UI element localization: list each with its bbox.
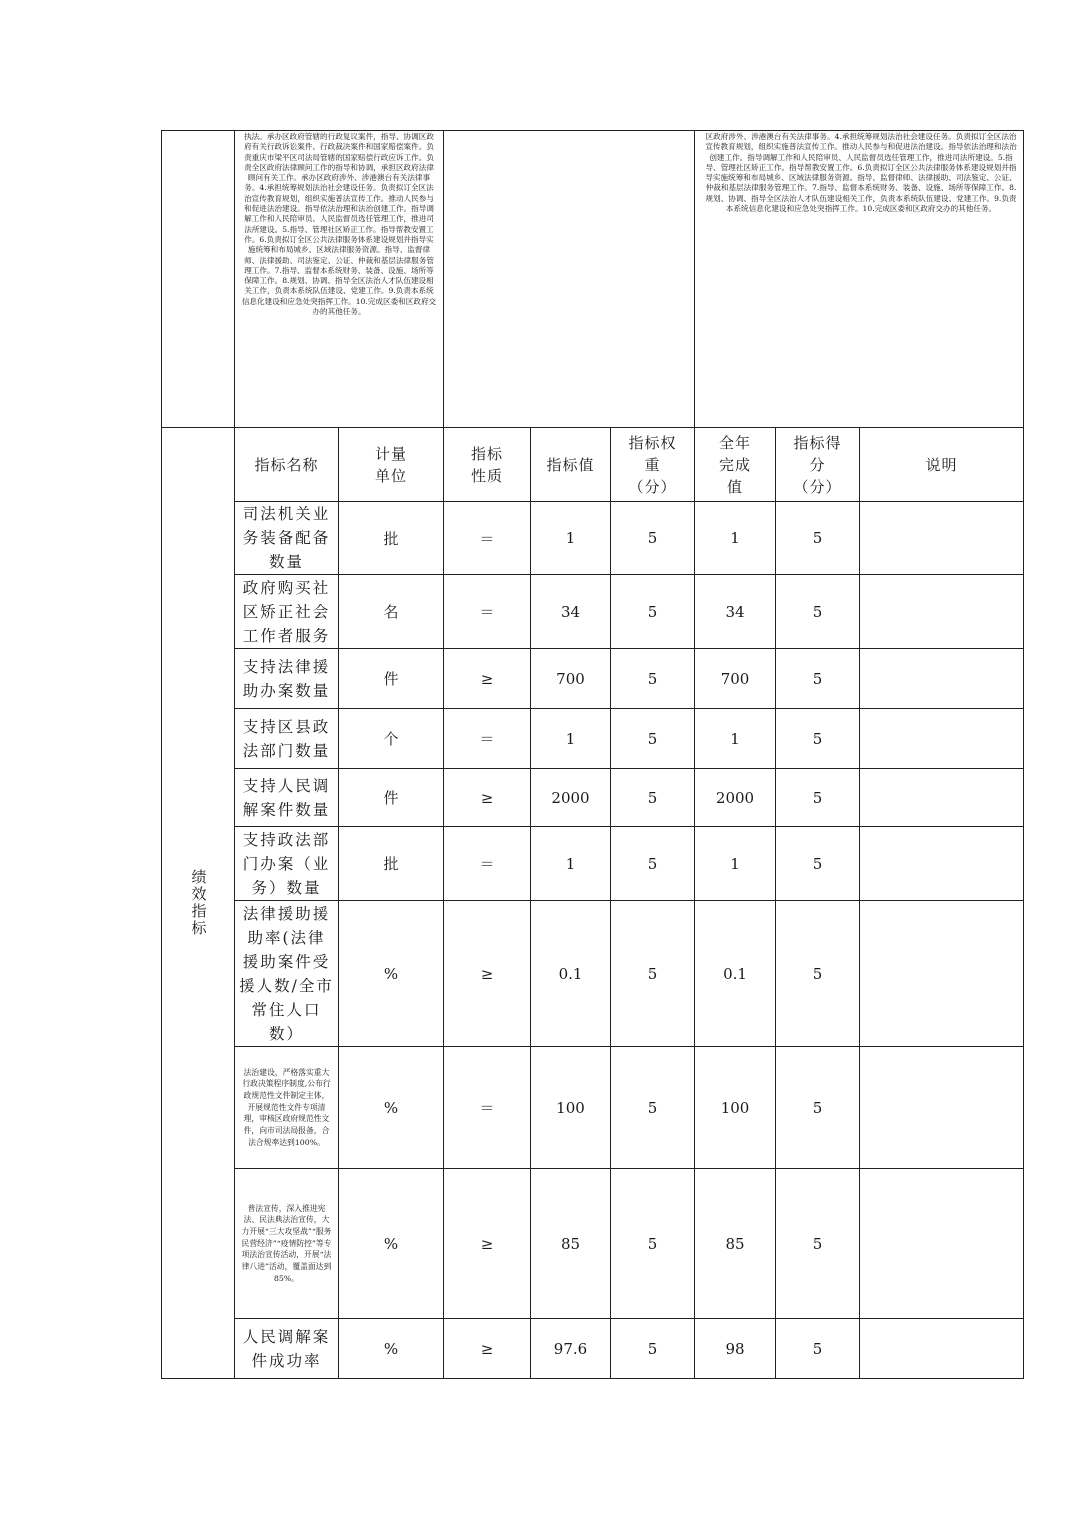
value-text: 85	[560, 1234, 581, 1253]
cell-score	[776, 709, 860, 769]
nature-text: ＝	[479, 1099, 495, 1117]
cell-name	[235, 649, 339, 709]
name-text: 支持政法部门办案（业务）数量	[242, 830, 331, 897]
nature-text: ≥	[480, 964, 494, 983]
section-label: 绩效指标	[189, 869, 208, 937]
cell-score	[776, 575, 860, 649]
value-text: 1	[565, 529, 576, 547]
weight-text: 5	[647, 1098, 658, 1117]
duty-row	[162, 131, 1024, 428]
cell-score	[776, 1169, 860, 1319]
header-weight: 指标权重（分）	[611, 428, 695, 502]
nature-text: ＝	[479, 529, 495, 548]
completed-text: 0.1	[723, 964, 747, 983]
unit-text: %	[383, 964, 399, 983]
cell-unit	[339, 1319, 444, 1379]
cell-note	[860, 575, 1024, 649]
cell-note	[860, 1047, 1024, 1169]
weight-text: 5	[647, 669, 658, 688]
completed-text: 85	[725, 1234, 745, 1253]
unit-text: 名	[383, 603, 399, 621]
cell-completed	[695, 1169, 776, 1319]
table-row	[162, 709, 1024, 769]
nature-text: ＝	[479, 730, 495, 748]
cell-completed	[695, 1047, 776, 1169]
cell-nature	[444, 649, 531, 709]
table-row	[162, 502, 1024, 575]
score-text: 5	[812, 964, 823, 983]
weight-text: 5	[647, 729, 658, 748]
cell-weight	[611, 575, 695, 649]
cell-unit	[339, 1169, 444, 1319]
score-text: 5	[812, 1098, 823, 1117]
completed-text: 34	[725, 602, 745, 621]
name-text: 普法宣传，深入推进宪法、民法典法治宣传，大力开展“三大攻坚战”“服务民营经济”“疫情防控”等专项法治宣传活动，开展“法律八进”活动，覆盖面达到85%。	[241, 1203, 332, 1283]
duty-right-text: 区政府涉外、涉港澳台有关法律事务。4.承担统筹规划法治社会建设任务。负责拟订全区法治宣传教育规划，组织实施普法宣传工作。推动人民参与和促进法治建设。指导依法治理和法治创建工作。指导调解工作和人民陪审员、人民监督员选任管理工作，推进司法所建设。5.指导、管理社区矫正工作。指导帮教安置工作。6.负责拟订全区公共法律服务体系建设规划并指导实施统筹和布局城乡、区域法律服务资源。指导、监督律师、法律援助、司法鉴定、公证、仲裁和基层法律服务管理工作。7.指导、监督本系统财务、装备、设施、场所等保障工作。8.规划、协调、指导全区法治人才队伍建设相关工作，负责本系统队伍建设、党建工作。9.负责本系统信息化建设和应急处突指挥工作。10.完成区委和区政府交办的其他任务。	[705, 132, 1017, 214]
cell-score	[776, 649, 860, 709]
cell-nature	[444, 901, 531, 1047]
weight-text: 5	[647, 529, 658, 547]
value-text: 0.1	[558, 964, 583, 983]
cell-weight	[611, 502, 695, 575]
completed-text: 1	[730, 729, 740, 748]
table-row	[162, 769, 1024, 827]
cell-unit	[339, 901, 444, 1047]
cell-unit	[339, 709, 444, 769]
cell-note	[860, 709, 1024, 769]
weight-text: 5	[647, 1234, 658, 1253]
value-text: 700	[556, 669, 585, 688]
cell-value	[531, 1319, 611, 1379]
duty-left-text: 执法。承办区政府管辖的行政复议案件，指导、协调区政府有关行政诉讼案件、行政裁决案件和国家赔偿案件。负责重庆市梁平区司法局管辖的国家赔偿行政应诉工作。负责全区政府法律顾问工作的指导和协调，承担区政府法律顾问有关工作。承办区政府涉外、涉港澳台有关法律事务。4.承担统筹规划法治社会建设任务。负责拟订全区法治宣传教育规划，组织实施普法宣传工作。推动人民参与和促进法治建设。指导依法治理和法治创建工作。指导调解工作和人民陪审员、人民监督员选任管理工作，推进司法所建设。5.指导、管理社区矫正工作。指导帮教安置工作。6.负责拟订全区公共法律服务体系建设规划并指导实施统筹和布局城乡、区域法律服务资源。指导、监督律师、法律援助、司法鉴定、公证、仲裁和基层法律服务管理工作。7.指导、监督本系统财务、装备、设施、场所等保障工作。8.规划、协调、指导全区法治人才队伍建设相关工作，负责本系统队伍建设、党建工作。9.负责本系统信息化建设和应急处突指挥工作。10.完成区委和区政府交办的其他任务。	[241, 132, 437, 317]
weight-text: 5	[647, 964, 658, 983]
header-name: 指标名称	[235, 428, 339, 502]
cell-nature	[444, 1047, 531, 1169]
cell-name	[235, 1319, 339, 1379]
table-row	[162, 575, 1024, 649]
weight-text: 5	[647, 602, 658, 621]
completed-text: 700	[720, 669, 750, 688]
nature-text: ＝	[479, 603, 495, 621]
cell-score	[776, 1319, 860, 1379]
cell-score	[776, 769, 860, 827]
cell-name	[235, 502, 339, 575]
value-text: 100	[556, 1098, 585, 1117]
cell-completed	[695, 901, 776, 1047]
cell-nature	[444, 1319, 531, 1379]
header-unit: 计量单位	[339, 428, 444, 502]
cell-value	[531, 827, 611, 901]
completed-text: 1	[730, 529, 740, 547]
unit-text: 批	[383, 529, 399, 548]
cell-value	[531, 502, 611, 575]
name-text: 法治建设，严格落实重大行政决策程序制度,公布行政规范性文件制定主体，开展规范性文件专项清理，审核区政府规范性文件，向市司法局报备，合法合规率达到100%。	[242, 1067, 331, 1147]
value-text: 2000	[551, 788, 590, 807]
cell-unit	[339, 649, 444, 709]
weight-text: 5	[647, 854, 658, 873]
name-text: 人民调解案件成功率	[242, 1327, 331, 1370]
unit-text: %	[383, 1339, 399, 1358]
cell-weight	[611, 1319, 695, 1379]
table-row	[162, 1047, 1024, 1169]
name-text: 支持区县政法部门数量	[242, 717, 331, 760]
score-text: 5	[812, 1339, 823, 1358]
cell-note	[860, 649, 1024, 709]
cell-completed	[695, 769, 776, 827]
cell-weight	[611, 1169, 695, 1319]
name-text: 政府购买社区矫正社会工作者服务	[242, 578, 331, 645]
value-text: 1	[565, 729, 576, 748]
cell-score	[776, 901, 860, 1047]
weight-text: 5	[647, 1339, 658, 1358]
score-text: 5	[812, 1234, 823, 1253]
name-text: 支持法律援助办案数量	[242, 657, 331, 700]
cell-completed	[695, 709, 776, 769]
cell-nature	[444, 769, 531, 827]
header-score: 指标得分（分）	[776, 428, 860, 502]
unit-text: 个	[383, 730, 399, 748]
unit-text: 件	[383, 670, 399, 688]
cell-value	[531, 575, 611, 649]
header-nature: 指标性质	[444, 428, 531, 502]
score-text: 5	[812, 788, 823, 807]
nature-text: ≥	[480, 788, 494, 807]
cell-weight	[611, 769, 695, 827]
cell-nature	[444, 1169, 531, 1319]
nature-text: ≥	[480, 1339, 494, 1358]
cell-value	[531, 1169, 611, 1319]
value-text: 34	[560, 602, 581, 621]
table-row	[162, 901, 1024, 1047]
cell-weight	[611, 649, 695, 709]
duty-right-cell	[695, 131, 1024, 428]
score-text: 5	[812, 602, 823, 621]
cell-value	[531, 709, 611, 769]
cell-name	[235, 827, 339, 901]
nature-text: ≥	[480, 669, 494, 688]
header-note: 说明	[860, 428, 1024, 502]
performance-table	[161, 130, 1024, 1379]
cell-weight	[611, 827, 695, 901]
unit-text: %	[383, 1234, 399, 1253]
score-text: 5	[812, 669, 823, 688]
nature-text: ＝	[479, 855, 495, 873]
cell-completed	[695, 827, 776, 901]
cell-value	[531, 769, 611, 827]
table-row	[162, 827, 1024, 901]
table-row	[162, 1319, 1024, 1379]
cell-note	[860, 1169, 1024, 1319]
cell-completed	[695, 575, 776, 649]
completed-text: 1	[730, 854, 740, 873]
cell-weight	[611, 709, 695, 769]
cell-note	[860, 502, 1024, 575]
cell-note	[860, 1319, 1024, 1379]
cell-weight	[611, 901, 695, 1047]
cell-unit	[339, 827, 444, 901]
cell-completed	[695, 1319, 776, 1379]
score-text: 5	[812, 729, 823, 748]
duty-label-cell	[162, 131, 235, 428]
table-row	[162, 649, 1024, 709]
duty-middle-cell	[444, 131, 695, 428]
completed-text: 100	[720, 1098, 750, 1117]
cell-value	[531, 649, 611, 709]
cell-note	[860, 827, 1024, 901]
cell-name	[235, 901, 339, 1047]
cell-name	[235, 1047, 339, 1169]
cell-name	[235, 769, 339, 827]
unit-text: 批	[383, 855, 399, 873]
cell-completed	[695, 649, 776, 709]
cell-completed	[695, 502, 776, 575]
cell-score	[776, 827, 860, 901]
value-text: 1	[565, 854, 576, 873]
header-row	[162, 428, 1024, 502]
name-text: 法律援助援助率(法律援助案件受援人数/全市常住人口数）	[239, 904, 334, 1043]
name-text: 司法机关业务装备配备数量	[242, 505, 331, 571]
completed-text: 2000	[715, 788, 755, 807]
cell-nature	[444, 709, 531, 769]
cell-unit	[339, 1047, 444, 1169]
cell-name	[235, 575, 339, 649]
unit-text: %	[383, 1098, 399, 1117]
cell-weight	[611, 1047, 695, 1169]
cell-score	[776, 502, 860, 575]
cell-name	[235, 1169, 339, 1319]
cell-score	[776, 1047, 860, 1169]
duty-left-cell	[235, 131, 444, 428]
score-text: 5	[812, 529, 823, 547]
cell-value	[531, 1047, 611, 1169]
cell-name	[235, 709, 339, 769]
cell-unit	[339, 769, 444, 827]
cell-nature	[444, 575, 531, 649]
cell-note	[860, 901, 1024, 1047]
nature-text: ≥	[480, 1234, 494, 1253]
cell-nature	[444, 827, 531, 901]
section-label-cell	[162, 428, 235, 1379]
cell-nature	[444, 502, 531, 575]
value-text: 97.6	[553, 1339, 588, 1358]
score-text: 5	[812, 854, 823, 873]
cell-value	[531, 901, 611, 1047]
cell-unit	[339, 502, 444, 575]
unit-text: 件	[383, 789, 399, 807]
table-row	[162, 1169, 1024, 1319]
name-text: 支持人民调解案件数量	[242, 776, 331, 819]
completed-text: 98	[725, 1339, 745, 1358]
weight-text: 5	[647, 788, 658, 807]
header-value: 指标值	[531, 428, 611, 502]
header-completed: 全年完成值	[695, 428, 776, 502]
cell-note	[860, 769, 1024, 827]
cell-unit	[339, 575, 444, 649]
